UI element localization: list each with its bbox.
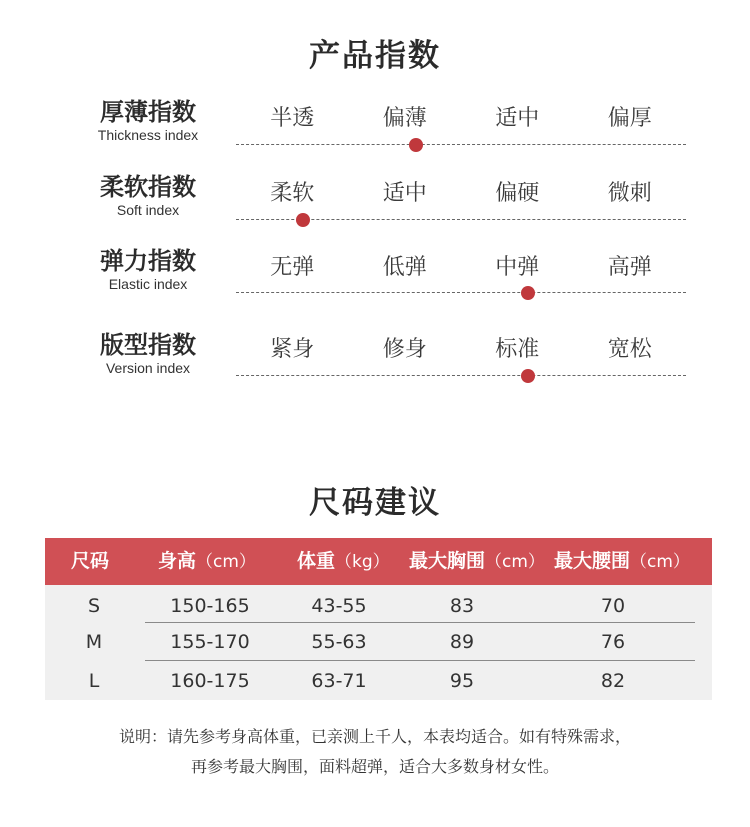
cell-height: 160-175 xyxy=(170,670,250,692)
col-header-size: 尺码 xyxy=(71,550,110,572)
index-options xyxy=(236,337,686,363)
cell-weight: 63-71 xyxy=(311,670,367,692)
index-label-zh: 柔软指数 xyxy=(100,173,196,201)
table-row xyxy=(45,662,712,700)
cell-waist: 82 xyxy=(600,670,626,692)
index-option: 微刺 xyxy=(607,181,652,206)
index-option: 无弹 xyxy=(270,255,315,280)
index-option: 偏硬 xyxy=(495,181,540,206)
elastic-index-row xyxy=(0,247,750,317)
index-option: 柔软 xyxy=(270,181,315,206)
cell-weight: 55-63 xyxy=(311,631,367,653)
index-marker-dot xyxy=(521,286,535,300)
index-option: 宽松 xyxy=(607,337,652,362)
version-index-row xyxy=(0,331,750,401)
size-guide-title: 尺码建议 xyxy=(309,485,441,521)
col-header-height: 身高（cm） xyxy=(158,550,256,572)
index-scale-line xyxy=(236,144,686,145)
index-option: 修身 xyxy=(382,337,427,362)
cell-weight: 43-55 xyxy=(311,595,367,617)
index-option: 标准 xyxy=(495,337,540,362)
soft-index-row xyxy=(0,173,750,243)
product-index-title: 产品指数 xyxy=(309,38,441,74)
index-options xyxy=(236,106,686,132)
thickness-index-row xyxy=(0,98,750,168)
index-label-zh: 弹力指数 xyxy=(100,247,196,275)
index-option: 偏薄 xyxy=(382,106,427,131)
col-header-chest: 最大胸围（cm） xyxy=(409,550,545,572)
index-label xyxy=(78,173,218,218)
index-label xyxy=(78,98,218,143)
row-divider xyxy=(145,660,695,661)
index-marker-dot xyxy=(409,138,423,152)
index-option: 低弹 xyxy=(382,255,427,280)
index-marker-dot xyxy=(296,213,310,227)
note-line-1: 说明：请先参考身高体重，已亲测上千人，本表均适合。如有特殊需求， xyxy=(118,727,631,746)
cell-height: 155-170 xyxy=(170,631,250,653)
index-label-en: Soft index xyxy=(116,202,180,218)
index-label-zh: 版型指数 xyxy=(100,331,196,359)
table-row xyxy=(45,587,712,625)
index-scale-line xyxy=(236,292,686,293)
index-scale-line xyxy=(236,375,686,376)
table-row xyxy=(45,623,712,661)
cell-height: 150-165 xyxy=(170,595,250,617)
cell-chest: 89 xyxy=(449,631,475,653)
index-options xyxy=(236,181,686,207)
index-option: 适中 xyxy=(495,106,540,131)
index-marker-dot xyxy=(521,369,535,383)
index-label-zh: 厚薄指数 xyxy=(100,98,196,126)
index-label xyxy=(78,331,218,376)
size-table-header xyxy=(45,538,712,585)
cell-waist: 76 xyxy=(600,631,626,653)
col-header-waist: 最大腰围（cm） xyxy=(554,550,690,572)
index-label-en: Version index xyxy=(105,360,191,376)
index-option: 偏厚 xyxy=(607,106,652,131)
cell-size: L xyxy=(88,670,100,692)
index-label xyxy=(78,247,218,292)
cell-chest: 83 xyxy=(449,595,475,617)
cell-size: M xyxy=(85,631,103,653)
note-line-2: 再参考最大胸围，面料超弹，适合大多数身材女性。 xyxy=(190,757,559,776)
index-label-en: Thickness index xyxy=(97,127,199,143)
size-table xyxy=(45,538,712,700)
cell-size: S xyxy=(87,595,101,617)
cell-chest: 95 xyxy=(449,670,475,692)
index-option: 中弹 xyxy=(495,255,540,280)
col-header-weight: 体重（kg） xyxy=(297,550,390,572)
index-option: 高弹 xyxy=(607,255,652,280)
index-label-en: Elastic index xyxy=(108,276,188,292)
index-option: 紧身 xyxy=(270,337,315,362)
index-option: 适中 xyxy=(382,181,427,206)
index-options xyxy=(236,255,686,281)
index-option: 半透 xyxy=(270,106,315,131)
cell-waist: 70 xyxy=(600,595,626,617)
